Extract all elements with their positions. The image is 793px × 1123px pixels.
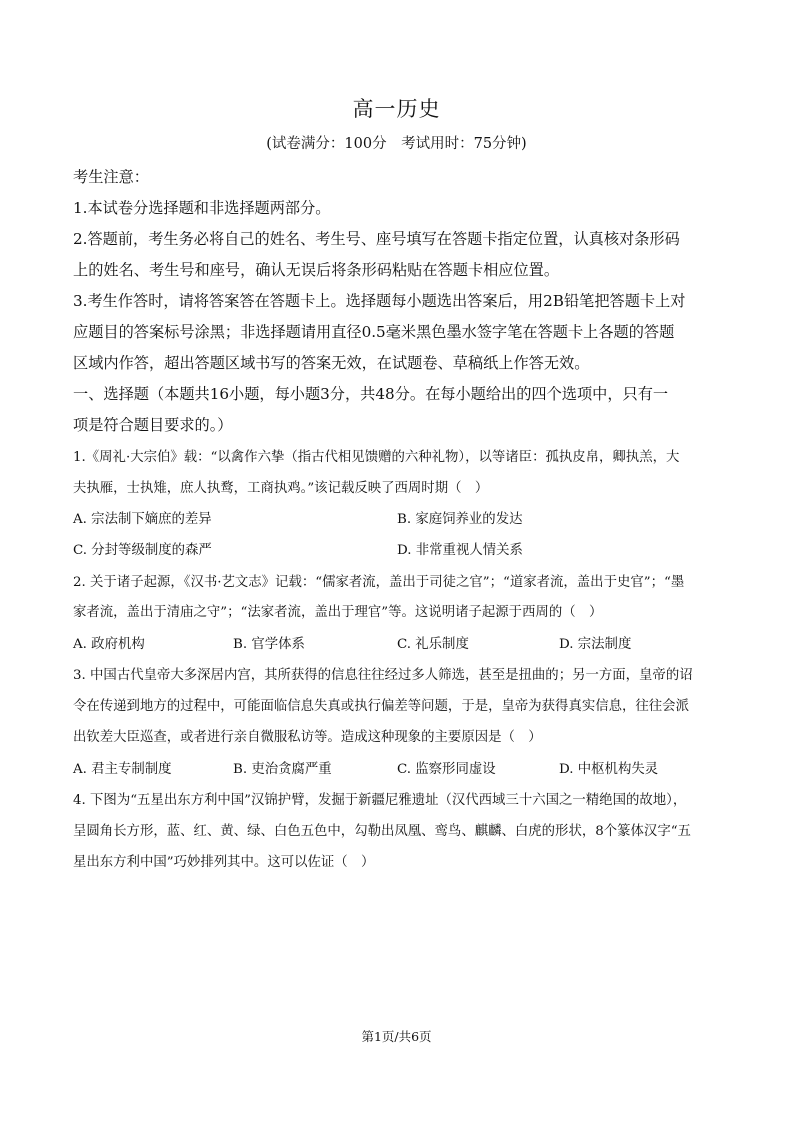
- question-2-option-c: C. 礼乐制度: [397, 637, 469, 652]
- exam-info: (试卷满分：100分 考试用时：75分钟): [266, 136, 527, 152]
- question-1-option-a: A. 宗法制下嫡庶的差异: [73, 512, 212, 527]
- question-3-option-b: B. 吏治贪腐严重: [233, 762, 332, 777]
- section-heading: 项是符合题目要求的。）: [73, 416, 233, 434]
- question-1-option-b: B. 家庭饲养业的发达: [397, 512, 523, 527]
- question-3-option-d: D. 中枢机构失灵: [559, 762, 659, 777]
- notice-line: 2.答题前，考生务必将自己的姓名、考生号、座号填写在答题卡指定位置，认真核对条形码: [73, 230, 680, 248]
- section-heading: 一、选择题（本题共16小题，每小题3分，共48分。在每小题给出的四个选项中，只有一: [73, 385, 669, 403]
- question-2-option-a: A. 政府机构: [73, 637, 145, 652]
- question-4-line: 星出东方利中国”巧妙排列其中。这可以佐证（ ）: [73, 855, 375, 870]
- question-3-line: 3. 中国古代皇帝大多深居内宫，其所获得的信息往往经过多人筛选，甚至是扭曲的；另一方面，皇帝的诏: [73, 668, 693, 683]
- question-4-line: 呈圆角长方形，蓝、红、黄、绿、白色五色中，勾勒出凤凰、鸾鸟、麒麟、白虎的形状，8个篆体汉字“五: [73, 824, 691, 839]
- notice-line: 1.本试卷分选择题和非选择题两部分。: [73, 199, 331, 217]
- question-3-option-c: C. 监察形同虚设: [397, 762, 496, 777]
- page-title: 高一历史: [352, 97, 441, 121]
- question-1-option-c: C. 分封等级制度的森严: [73, 543, 212, 558]
- question-3-line: 出钦差大臣巡查，或者进行亲自微服私访等。造成这种现象的主要原因是（ ）: [73, 730, 542, 745]
- notice-line: 区域内作答，超出答题区域书写的答案无效，在试题卷、草稿纸上作答无效。: [73, 354, 590, 372]
- notice-line: 上的姓名、考生号和座号，确认无误后将条形码粘贴在答题卡相应位置。: [73, 261, 559, 279]
- notice-heading: 考生注意：: [73, 168, 149, 186]
- question-1-option-d: D. 非常重视人情关系: [397, 543, 523, 558]
- notice-line: 3.考生作答时，请将答案答在答题卡上。选择题每小题选出答案后，用2B铅笔把答题卡上对: [73, 292, 686, 310]
- question-1-line: 1.《周礼·大宗伯》载：“以禽作六挚（指古代相见馈赠的六种礼物），以等诸臣：孤执皮帛，卿执羔，大: [73, 450, 680, 465]
- notice-line: 应题目的答案标号涂黑；非选择题请用直径0.5毫米黑色墨水签字笔在答题卡上各题的答题: [73, 323, 675, 341]
- question-3-line: 令在传递到地方的过程中，可能面临信息失真或执行偏差等问题，于是，皇帝为获得真实信息，往往会派: [73, 699, 689, 714]
- question-2-line: 家者流，盖出于清庙之守”；“法家者流，盖出于理官”等。这说明诸子起源于西周的（ ）: [73, 605, 603, 620]
- question-2-option-b: B. 官学体系: [233, 637, 305, 652]
- page-number: 第1页/共6页: [361, 1029, 432, 1044]
- question-4-line: 4. 下图为“五星出东方利中国”汉锦护臂，发掘于新疆尼雅遗址（汉代西域三十六国之一精绝国的故地），: [73, 793, 687, 808]
- question-2-line: 2. 关于诸子起源，《汉书·艺文志》记载：“儒家者流，盖出于司徒之官”；“道家者流，盖出于史官”；“墨: [73, 575, 685, 590]
- question-2-option-d: D. 宗法制度: [559, 637, 632, 652]
- question-1-line: 夫执雁，士执雉，庶人执鹜，工商执鸡。”该记载反映了西周时期（ ）: [73, 481, 489, 496]
- question-3-option-a: A. 君主专制制度: [73, 762, 172, 777]
